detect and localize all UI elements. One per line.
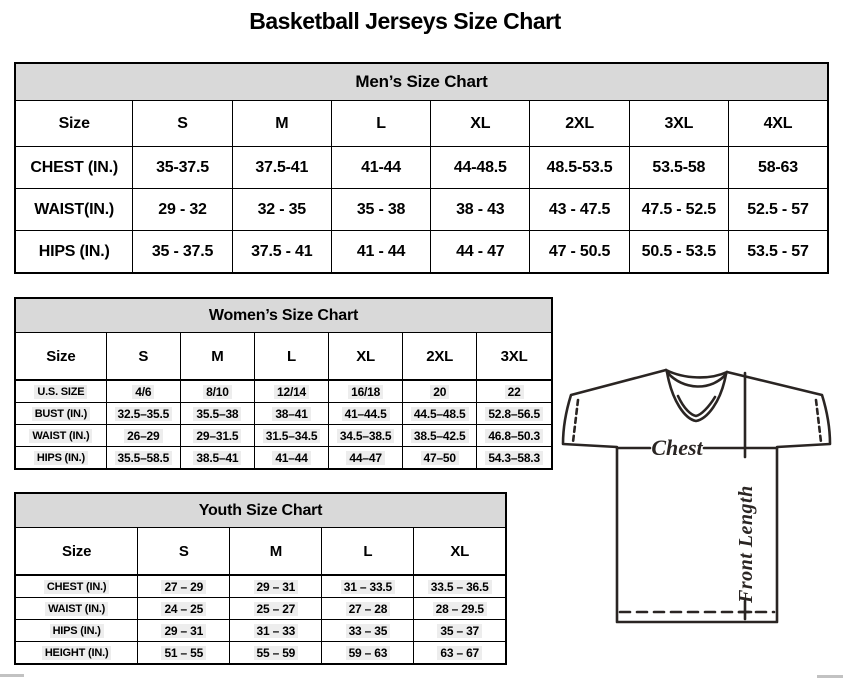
cell-value: 20	[430, 385, 449, 399]
table-cell: 48.5-53.5	[530, 147, 629, 189]
table-cell	[230, 575, 322, 598]
youth-row-label	[15, 575, 138, 598]
mens-size-chart-table	[14, 62, 829, 274]
womens-row-label	[15, 403, 106, 425]
cell-value: 28 – 29.5	[433, 602, 487, 616]
left-cuff-dashed-seam	[573, 400, 578, 442]
womens-size-chart-table	[14, 297, 553, 470]
cell-value: 55 – 59	[254, 646, 299, 660]
cell-value: 33 – 35	[346, 624, 391, 638]
table-cell	[329, 403, 403, 425]
cell-value: 32.5–35.5	[115, 407, 173, 421]
cell-value: 47–50	[421, 451, 459, 465]
table-cell	[230, 620, 322, 642]
table-cell: 50.5 - 53.5	[629, 231, 728, 274]
table-cell: 47 - 50.5	[530, 231, 629, 274]
table-cell	[322, 598, 414, 620]
mens-row-label: HIPS (IN.)	[15, 231, 133, 274]
front-length-label: Front Length	[735, 485, 757, 603]
cell-value: 38.5–42.5	[411, 429, 469, 443]
cell-value: 44–47	[346, 451, 384, 465]
table-cell	[138, 620, 230, 642]
cell-value: 51 – 55	[161, 646, 206, 660]
cell-value: 35.5–38	[193, 407, 241, 421]
mens-column-header: Size	[15, 101, 133, 147]
table-cell	[254, 447, 328, 470]
jersey-measurement-diagram	[553, 356, 843, 628]
row-label-text: CHEST (IN.)	[44, 580, 110, 594]
cell-value: 31.5–34.5	[263, 429, 321, 443]
table-cell: 44 - 47	[431, 231, 530, 274]
row-label-text: U.S. SIZE	[34, 385, 87, 399]
table-cell	[106, 403, 180, 425]
youth-column-header: Size	[15, 528, 138, 576]
cell-value: 33.5 – 36.5	[428, 580, 492, 594]
table-cell	[329, 425, 403, 447]
cell-value: 38–41	[272, 407, 310, 421]
womens-column-header: M	[180, 333, 254, 381]
mens-column-header: S	[133, 101, 232, 147]
table-cell	[322, 642, 414, 665]
table-cell: 52.5 - 57	[728, 189, 828, 231]
cell-value: 46.8–50.3	[485, 429, 543, 443]
table-cell: 47.5 - 52.5	[629, 189, 728, 231]
table-cell: 37.5-41	[232, 147, 331, 189]
mens-column-header: L	[331, 101, 430, 147]
table-row	[15, 598, 506, 620]
table-cell	[138, 642, 230, 665]
table-cell: 35-37.5	[133, 147, 232, 189]
youth-row-label	[15, 642, 138, 665]
cell-value: 22	[505, 385, 524, 399]
table-cell: 43 - 47.5	[530, 189, 629, 231]
page-title: Basketball Jerseys Size Chart	[249, 8, 561, 34]
mens-column-header: XL	[431, 101, 530, 147]
table-cell	[329, 447, 403, 470]
youth-row-label	[15, 620, 138, 642]
row-label-text: BUST (IN.)	[32, 407, 90, 421]
cell-value: 26–29	[124, 429, 162, 443]
table-row	[15, 231, 828, 274]
table-cell: 38 - 43	[431, 189, 530, 231]
table-cell	[180, 425, 254, 447]
table-row	[15, 620, 506, 642]
cell-value: 4/6	[132, 385, 154, 399]
mens-row-label: CHEST (IN.)	[15, 147, 133, 189]
youth-column-header: XL	[414, 528, 506, 576]
youth-row-label	[15, 598, 138, 620]
cell-value: 41–44.5	[342, 407, 390, 421]
table-cell	[477, 403, 552, 425]
youth-column-header: S	[138, 528, 230, 576]
row-label-text: WAIST (IN.)	[29, 429, 92, 443]
mens-chart-title: Men’s Size Chart	[15, 63, 828, 101]
cell-value: 63 – 67	[437, 646, 482, 660]
table-cell	[477, 425, 552, 447]
cell-value: 35.5–58.5	[115, 451, 173, 465]
row-label-text: HIPS (IN.)	[34, 451, 88, 465]
table-cell	[180, 403, 254, 425]
womens-row-label	[15, 380, 106, 403]
table-cell: 29 - 32	[133, 189, 232, 231]
womens-column-header: 3XL	[477, 333, 552, 381]
cell-value: 31 – 33.5	[341, 580, 395, 594]
mens-column-header: 3XL	[629, 101, 728, 147]
table-cell: 53.5 - 57	[728, 231, 828, 274]
chest-label: Chest	[651, 435, 703, 460]
table-cell	[329, 380, 403, 403]
womens-row-label	[15, 425, 106, 447]
cell-value: 38.5–41	[193, 451, 241, 465]
mens-column-header: 4XL	[728, 101, 828, 147]
cell-value: 29 – 31	[254, 580, 299, 594]
womens-column-header: Size	[15, 333, 106, 381]
table-cell	[254, 403, 328, 425]
table-cell	[106, 425, 180, 447]
table-row	[15, 147, 828, 189]
jersey-collar	[666, 370, 727, 377]
cell-value: 27 – 28	[346, 602, 391, 616]
table-row	[15, 403, 552, 425]
table-cell	[414, 575, 506, 598]
table-cell	[403, 447, 477, 470]
table-cell	[414, 620, 506, 642]
table-cell	[403, 425, 477, 447]
table-cell	[106, 447, 180, 470]
table-cell: 32 - 35	[232, 189, 331, 231]
table-cell: 41-44	[331, 147, 430, 189]
youth-column-header: M	[230, 528, 322, 576]
horizontal-scrollbar-thumb-left[interactable]	[0, 674, 24, 677]
table-cell	[403, 380, 477, 403]
cell-value: 24 – 25	[161, 602, 206, 616]
table-cell: 35 - 38	[331, 189, 430, 231]
table-cell: 53.5-58	[629, 147, 728, 189]
horizontal-scrollbar-thumb-right[interactable]	[817, 675, 843, 678]
table-cell	[180, 380, 254, 403]
cell-value: 16/18	[348, 385, 383, 399]
table-cell	[477, 380, 552, 403]
table-cell	[138, 598, 230, 620]
womens-column-header: XL	[329, 333, 403, 381]
table-cell	[414, 598, 506, 620]
table-cell	[414, 642, 506, 665]
table-cell	[322, 620, 414, 642]
cell-value: 41–44	[272, 451, 310, 465]
cell-value: 29 – 31	[161, 624, 206, 638]
table-cell: 58-63	[728, 147, 828, 189]
table-row	[15, 425, 552, 447]
right-cuff-dashed-seam	[816, 400, 821, 442]
row-label-text: HEIGHT (IN.)	[42, 646, 112, 660]
mens-column-header: M	[232, 101, 331, 147]
row-label-text: HIPS (IN.)	[50, 624, 104, 638]
womens-column-header: S	[106, 333, 180, 381]
cell-value: 12/14	[274, 385, 309, 399]
table-cell: 37.5 - 41	[232, 231, 331, 274]
row-label-text: WAIST (IN.)	[45, 602, 108, 616]
table-cell	[477, 447, 552, 470]
cell-value: 31 – 33	[254, 624, 299, 638]
cell-value: 54.3–58.3	[485, 451, 543, 465]
table-cell: 41 - 44	[331, 231, 430, 274]
table-row	[15, 447, 552, 470]
table-cell	[322, 575, 414, 598]
womens-column-header: 2XL	[403, 333, 477, 381]
cell-value: 34.5–38.5	[337, 429, 395, 443]
jersey-outline	[563, 370, 830, 622]
youth-chart-title: Youth Size Chart	[15, 493, 506, 528]
cell-value: 8/10	[203, 385, 232, 399]
table-row	[15, 575, 506, 598]
table-row	[15, 642, 506, 665]
cell-value: 52.8–56.5	[485, 407, 543, 421]
cell-value: 44.5–48.5	[411, 407, 469, 421]
womens-column-header: L	[254, 333, 328, 381]
cell-value: 35 – 37	[437, 624, 482, 638]
table-cell	[180, 447, 254, 470]
mens-row-label: WAIST(IN.)	[15, 189, 133, 231]
table-cell	[138, 575, 230, 598]
table-row	[15, 189, 828, 231]
womens-chart-title: Women’s Size Chart	[15, 298, 552, 333]
cell-value: 27 – 29	[161, 580, 206, 594]
table-cell	[254, 425, 328, 447]
cell-value: 25 – 27	[254, 602, 299, 616]
table-cell	[230, 598, 322, 620]
mens-column-header: 2XL	[530, 101, 629, 147]
youth-column-header: L	[322, 528, 414, 576]
table-cell: 44-48.5	[431, 147, 530, 189]
cell-value: 59 – 63	[346, 646, 391, 660]
table-cell	[106, 380, 180, 403]
youth-size-chart-table	[14, 492, 507, 665]
cell-value: 29–31.5	[193, 429, 241, 443]
womens-row-label	[15, 447, 106, 470]
table-row	[15, 380, 552, 403]
table-cell	[230, 642, 322, 665]
table-cell: 35 - 37.5	[133, 231, 232, 274]
table-cell	[403, 403, 477, 425]
table-cell	[254, 380, 328, 403]
